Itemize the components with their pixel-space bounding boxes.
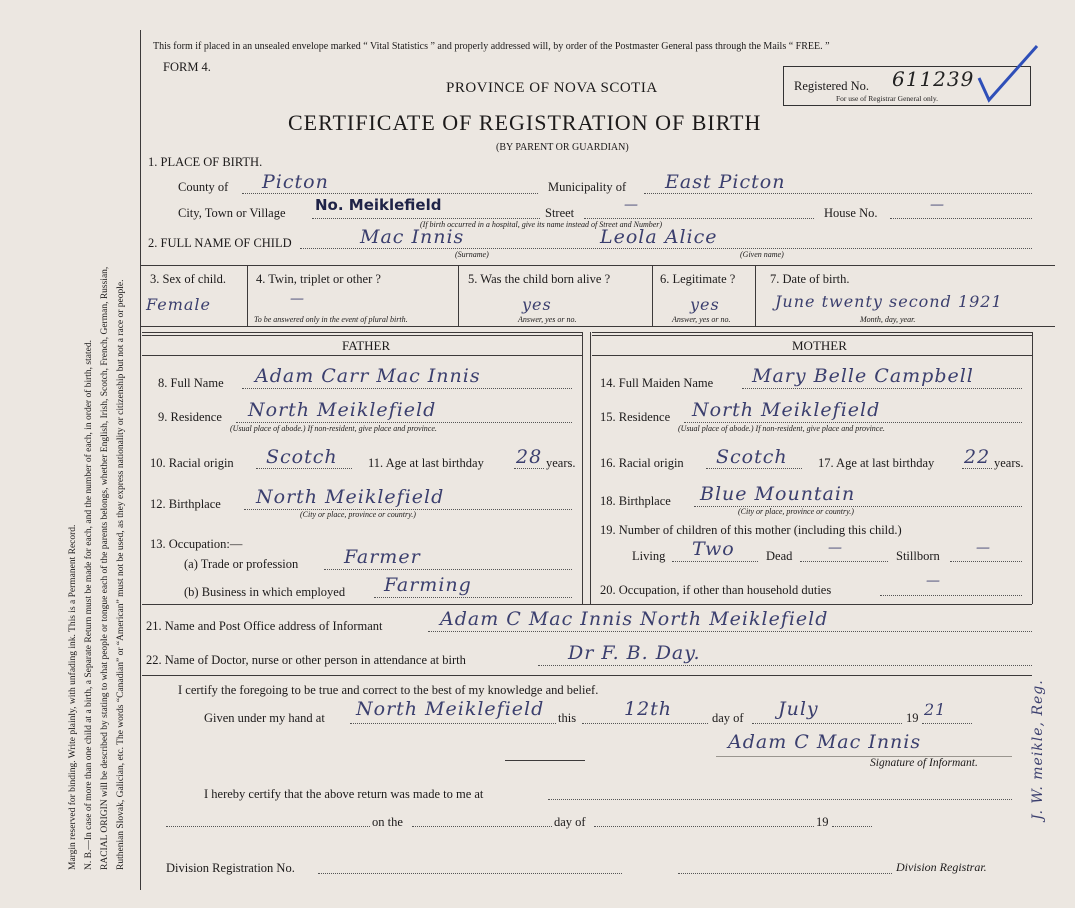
- father-residence-value: North Meiklefield: [248, 399, 437, 421]
- certificate-title: CERTIFICATE OF REGISTRATION OF BIRTH: [288, 110, 762, 135]
- registrar-note: For use of Registrar General only.: [836, 94, 938, 103]
- father-residence-label: 9. Residence: [158, 410, 222, 424]
- twin-label: 4. Twin, triplet or other ?: [256, 272, 381, 286]
- town-value: No. Meiklefield: [315, 196, 442, 214]
- child-surname: Mac Innis: [360, 226, 465, 248]
- street-label: Street: [545, 206, 575, 220]
- county-value: Picton: [262, 171, 329, 193]
- margin-note-1: Margin reserved for binding. Write plainly, with unfading ink. This is a Permanent Record.: [68, 524, 78, 870]
- child-given-name: Leola Alice: [600, 226, 718, 248]
- division-number-label: Division Registration No.: [166, 861, 295, 875]
- stillborn-label: Stillborn: [896, 549, 940, 563]
- father-years: years.: [546, 456, 576, 470]
- mother-racial-label: 16. Racial origin: [600, 456, 684, 470]
- street-value: —: [624, 197, 639, 213]
- town-label: City, Town or Village: [178, 206, 286, 220]
- father-racial-label: 10. Racial origin: [150, 456, 234, 470]
- twin-note: To be answered only in the event of plural birth.: [254, 315, 408, 324]
- margin-note-2: N. B.—In case of more than one child at a birth, a Separate Return must be made for each, and the number of each, in order of birth, stated.: [84, 340, 94, 870]
- birthdate-note: Month, day, year.: [860, 315, 916, 324]
- father-trade-value: Farmer: [344, 546, 421, 568]
- informant-signature: Adam C Mac Innis: [728, 731, 922, 753]
- father-occupation-label: 13. Occupation:—: [150, 537, 243, 551]
- registered-label: Registered No.: [794, 79, 869, 93]
- mother-birthplace-label: 18. Birthplace: [600, 494, 671, 508]
- mother-children-label: 19. Number of children of this mother (including this child.): [600, 523, 902, 537]
- given-label: Given under my hand at: [204, 711, 325, 725]
- on-the-label: on the: [372, 815, 403, 829]
- certificate-subtitle: (BY PARENT OR GUARDIAN): [496, 142, 629, 153]
- hospital-note: (If birth occurred in a hospital, give its name instead of Street and Number): [420, 220, 663, 229]
- surname-caption: (Surname): [455, 250, 489, 259]
- day-value: 12th: [624, 698, 673, 720]
- informant-label: 21. Name and Post Office address of Informant: [146, 619, 383, 633]
- attendant-label: 22. Name of Doctor, nurse or other person in attendance at birth: [146, 653, 466, 667]
- father-birthplace-value: North Meiklefield: [256, 486, 445, 508]
- attendant-value: Dr F. B. Day.: [568, 642, 701, 664]
- mother-residence-label: 15. Residence: [600, 410, 671, 424]
- father-name-value: Adam Carr Mac Innis: [255, 365, 481, 387]
- hereby-text: I hereby certify that the above return was made to me at: [204, 787, 484, 801]
- year-prefix: 19: [906, 711, 919, 725]
- father-residence-note: (Usual place of abode.) If non-resident, give place and province.: [230, 424, 437, 433]
- father-age-label: 11. Age at last birthday: [368, 456, 484, 470]
- nineteen-label: 19: [816, 815, 829, 829]
- sex-value: Female: [146, 295, 211, 314]
- year-value: 21: [924, 700, 947, 719]
- mother-birthplace-value: Blue Mountain: [700, 483, 856, 505]
- month-value: July: [778, 698, 819, 720]
- alive-note: Answer, yes or no.: [518, 315, 577, 324]
- left-border: [140, 30, 141, 890]
- father-business-value: Farming: [384, 574, 472, 596]
- mother-residence-value: North Meiklefield: [692, 399, 881, 421]
- margin-note-3: RACIAL ORIGIN will be described by stating to what people or tongue each of the parents belongs, whether English, Irish, Scotch, French, German, Russian,: [100, 266, 110, 870]
- father-racial-value: Scotch: [266, 446, 338, 468]
- legitimate-value: yes: [690, 295, 720, 314]
- sex-label: 3. Sex of child.: [150, 272, 227, 286]
- father-age-value: 28: [516, 446, 543, 468]
- municipality-label: Municipality of: [548, 180, 627, 194]
- father-birthplace-note: (City or place, province or country.): [300, 510, 416, 519]
- mother-occupation-label: 20. Occupation, if other than household duties: [600, 583, 832, 597]
- municipality-value: East Picton: [665, 171, 786, 193]
- mother-name-label: 14. Full Maiden Name: [600, 376, 714, 390]
- mother-years: years.: [994, 456, 1024, 470]
- mother-racial-value: Scotch: [716, 446, 788, 468]
- dead-label: Dead: [766, 549, 793, 563]
- legitimate-note: Answer, yes or no.: [672, 315, 731, 324]
- mother-name-value: Mary Belle Campbell: [752, 365, 974, 387]
- mother-residence-note: (Usual place of abode.) If non-resident, give place and province.: [678, 424, 885, 433]
- father-business-label: (b) Business in which employed: [184, 585, 346, 599]
- twin-value: —: [290, 291, 305, 307]
- living-value: Two: [692, 538, 735, 560]
- stillborn-value: —: [976, 540, 991, 556]
- form-number: FORM 4.: [163, 60, 211, 74]
- place-heading: 1. PLACE OF BIRTH.: [148, 155, 263, 169]
- father-heading: FATHER: [342, 338, 391, 353]
- signature-caption: Signature of Informant.: [870, 757, 978, 769]
- mail-notice: This form if placed in an unsealed envelope marked “ Vital Statistics ” and properly addressed will, by order of the Postmaster General pass through the Mails “ FREE. ”: [153, 41, 830, 52]
- house-label: House No.: [824, 206, 878, 220]
- certify-text: I certify the foregoing to be true and correct to the best of my knowledge and belief.: [178, 683, 599, 697]
- father-name-label: 8. Full Name: [158, 376, 224, 390]
- given-caption: (Given name): [740, 250, 784, 259]
- child-name-label: 2. FULL NAME OF CHILD: [148, 236, 292, 250]
- division-registrar-label: Division Registrar.: [896, 860, 987, 874]
- given-place: North Meiklefield: [356, 698, 545, 720]
- check-mark-icon: [975, 42, 1045, 107]
- mother-occupation-value: —: [926, 573, 941, 589]
- margin-note-4: Ruthenian Slovak, Galician, etc. The words “Canadian” or “American” must not be used, as they express nationality or citizenship but not a race or people.: [116, 279, 126, 870]
- mother-birthplace-note: (City or place, province or country.): [738, 507, 854, 516]
- legitimate-label: 6. Legitimate ?: [660, 272, 736, 286]
- alive-label: 5. Was the child born alive ?: [468, 272, 611, 286]
- living-label: Living: [632, 549, 666, 563]
- father-birthplace-label: 12. Birthplace: [150, 497, 221, 511]
- province-title: PROVINCE OF NOVA SCOTIA: [446, 80, 658, 96]
- birthdate-label: 7. Date of birth.: [770, 272, 850, 286]
- mother-age-value: 22: [964, 446, 991, 468]
- mother-heading: MOTHER: [792, 338, 847, 353]
- registered-number: 611239: [892, 67, 975, 91]
- alive-value: yes: [522, 295, 552, 314]
- house-value: —: [930, 197, 945, 213]
- registrar-margin-note: J. W. meikle, Reg.: [1030, 679, 1046, 820]
- informant-value: Adam C Mac Innis North Meiklefield: [440, 608, 829, 630]
- mother-age-label: 17. Age at last birthday: [818, 456, 935, 470]
- birthdate-value: June twenty second 1921: [775, 292, 1003, 311]
- father-trade-label: (a) Trade or profession: [184, 557, 299, 571]
- county-label: County of: [178, 180, 229, 194]
- this-label: this: [558, 711, 577, 725]
- day-of-label: day of: [712, 711, 744, 725]
- dead-value: —: [828, 540, 843, 556]
- day-of-label-2: day of: [554, 815, 586, 829]
